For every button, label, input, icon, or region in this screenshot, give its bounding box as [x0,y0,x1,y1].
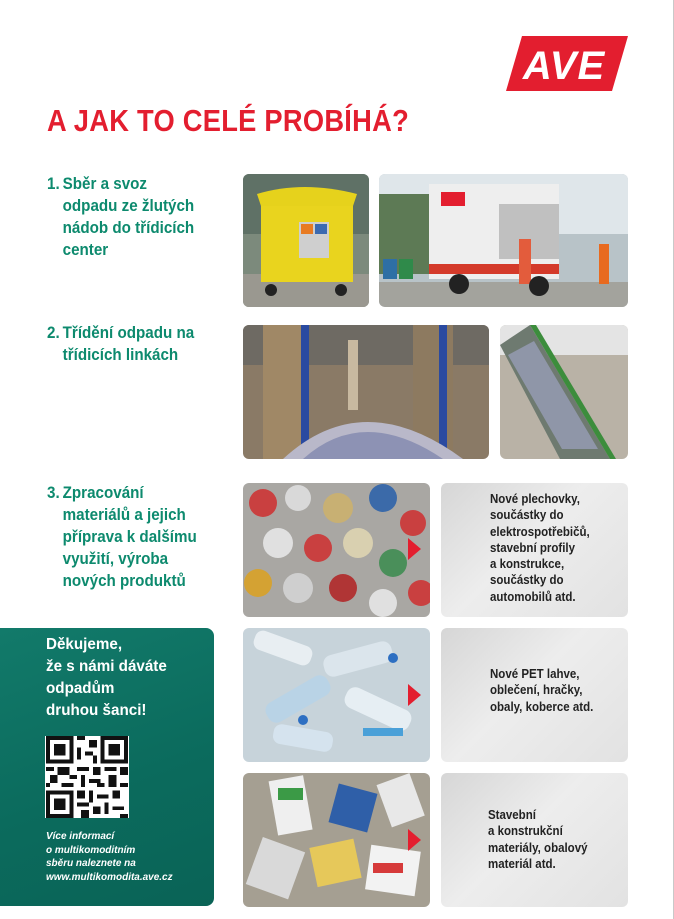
step-line: Třídění odpadu na [62,324,195,342]
ave-logo-icon [506,36,628,91]
info-line: sběru naleznete na [46,857,136,869]
product-line: materiály, obalový [488,840,588,855]
step-line: nových produktů [62,572,186,590]
step-line: materiálů a jejich [62,506,186,524]
conveyor-belt-photo [500,325,628,459]
product-line: součástky do [490,508,564,523]
step-line: využití, výroba [62,550,169,568]
product-line: materiál atd. [488,856,556,871]
sorting-line-photo [243,325,489,459]
product-line: a konstrukce, [490,557,565,572]
cartons-photo [243,773,430,907]
arrow-right-icon [408,829,421,851]
product-line: Nové PET lahve, [490,667,580,681]
qr-code-icon[interactable] [45,736,129,818]
yellow-container-photo [243,174,369,307]
arrow-right-icon [408,538,421,560]
product-line: oblečení, hračky, [490,683,583,698]
thanks-line: že s námi dáváte [46,658,167,675]
product-text-metal [490,491,590,605]
pet-bottles-photo [243,628,430,762]
arrow-right-icon [408,684,421,706]
product-line: Nové plechovky, [490,492,580,506]
page-title: A JAK TO CELÉ PROBÍHÁ? [47,103,409,138]
step-line: center [62,241,109,259]
product-text-pet [490,666,593,715]
product-line: a konstrukční [488,824,563,839]
thanks-heading [46,634,167,722]
website-link[interactable]: www.multikomodita.ave.cz [46,870,173,883]
product-line: automobilů atd. [490,589,576,604]
product-line: obaly, koberce atd. [490,699,594,714]
more-info-text [46,830,173,884]
step-line: příprava k dalšímu [62,528,197,546]
step-number: 3. [47,484,60,502]
step-line: třídicích linkách [62,346,179,364]
step-3-text [47,482,197,592]
crushed-cans-photo [243,483,430,617]
info-line: Více informací [46,830,115,842]
garbage-truck-photo [379,174,628,307]
step-number: 2. [47,324,60,342]
step-line: nádob do třídicích [62,219,195,237]
svg-text:AVE: AVE [522,44,606,88]
product-line: Stavební [488,808,536,822]
product-line: stavební profily [490,540,575,555]
step-1-text [47,173,194,261]
step-line: Sběr a svoz [62,175,148,193]
thanks-line: odpadům [46,680,115,697]
step-2-text [47,322,194,366]
step-number: 1. [47,175,60,193]
thanks-line: Děkujeme, [46,636,123,653]
product-line: elektrospotřebičů, [490,524,590,539]
step-line: odpadu ze žlutých [62,197,195,215]
step-line: Zpracování [62,484,144,502]
ave-logo [506,36,628,91]
product-line: součástky do [490,573,564,588]
info-line: o multikomoditním [46,843,136,856]
thanks-line: druhou šanci! [46,702,147,719]
product-text-cartons [488,807,588,872]
